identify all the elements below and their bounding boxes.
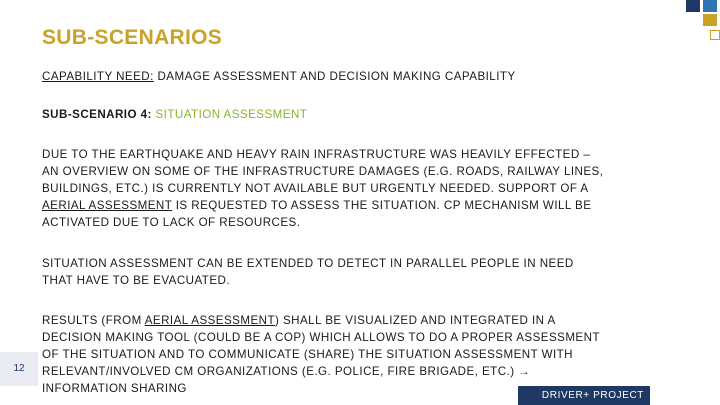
footer-project-label: DRIVER+ PROJECT xyxy=(541,390,644,401)
paragraph-line: THAT HAVE TO BE EVACUATED. xyxy=(42,274,231,287)
paragraph-text: ) SHALL BE VISUALIZED AND INTEGRATED IN A xyxy=(275,314,556,327)
paragraph-line: ACTIVATED DUE TO LACK OF RESOURCES. xyxy=(42,216,301,229)
paragraph-line: SITUATION ASSESSMENT CAN BE EXTENDED TO DETECT IN PARALLEL PEOPLE IN NEED xyxy=(42,257,574,270)
paragraph-text: RESULTS (FROM xyxy=(42,314,145,327)
paragraph-line: RELEVANT/INVOLVED CM ORGANIZATIONS (E.G. POLICE, FIRE BRIGADE, ETC.) → xyxy=(42,365,531,378)
subscenario-label: SUB-SCENARIO 4: xyxy=(42,108,156,121)
capability-need-line xyxy=(42,68,516,85)
paragraph-text: IS REQUESTED TO ASSESS THE SITUATION. CP MECHANISM WILL BE xyxy=(172,199,592,212)
page-number: 12 xyxy=(0,352,38,386)
paragraph-line: DUE TO THE EARTHQUAKE AND HEAVY RAIN INFRASTRUCTURE WAS HEAVILY EFFECTED – xyxy=(42,148,591,161)
capability-need-text: DAMAGE ASSESSMENT AND DECISION MAKING CAPABILITY xyxy=(153,70,516,83)
paragraph-line xyxy=(42,197,692,214)
subscenario-highlight: SITUATION ASSESSMENT xyxy=(155,108,308,121)
paragraph-line: INFORMATION SHARING xyxy=(42,382,187,395)
paragraph-line xyxy=(42,312,692,329)
paragraph-line: OF THE SITUATION AND TO COMMUNICATE (SHARE) THE SITUATION ASSESSMENT WITH xyxy=(42,348,573,361)
paragraph-line: DECISION MAKING TOOL (COULD BE A COP) WHICH ALLOWS TO DO A PROPER ASSESSMENT xyxy=(42,331,600,344)
paragraph-results xyxy=(42,312,692,397)
aerial-assessment-term: AERIAL ASSESSMENT xyxy=(42,199,173,212)
paragraph-extension xyxy=(42,255,692,289)
paragraph-situation xyxy=(42,146,692,231)
page-title: SUB-SCENARIOS xyxy=(42,26,223,49)
capability-need-label: CAPABILITY NEED: xyxy=(42,70,154,83)
paragraph-line: BUILDINGS, ETC.) IS CURRENTLY NOT AVAILABLE BUT URGENTLY NEEDED. SUPPORT OF A xyxy=(42,182,589,195)
footer-bar xyxy=(518,386,650,405)
aerial-assessment-term: AERIAL ASSESSMENT xyxy=(144,314,276,327)
paragraph-line: AN OVERVIEW ON SOME OF THE INFRASTRUCTURE DAMAGES (E.G. ROADS, RAILWAY LINES, xyxy=(42,165,604,178)
subscenario-line xyxy=(42,106,307,123)
